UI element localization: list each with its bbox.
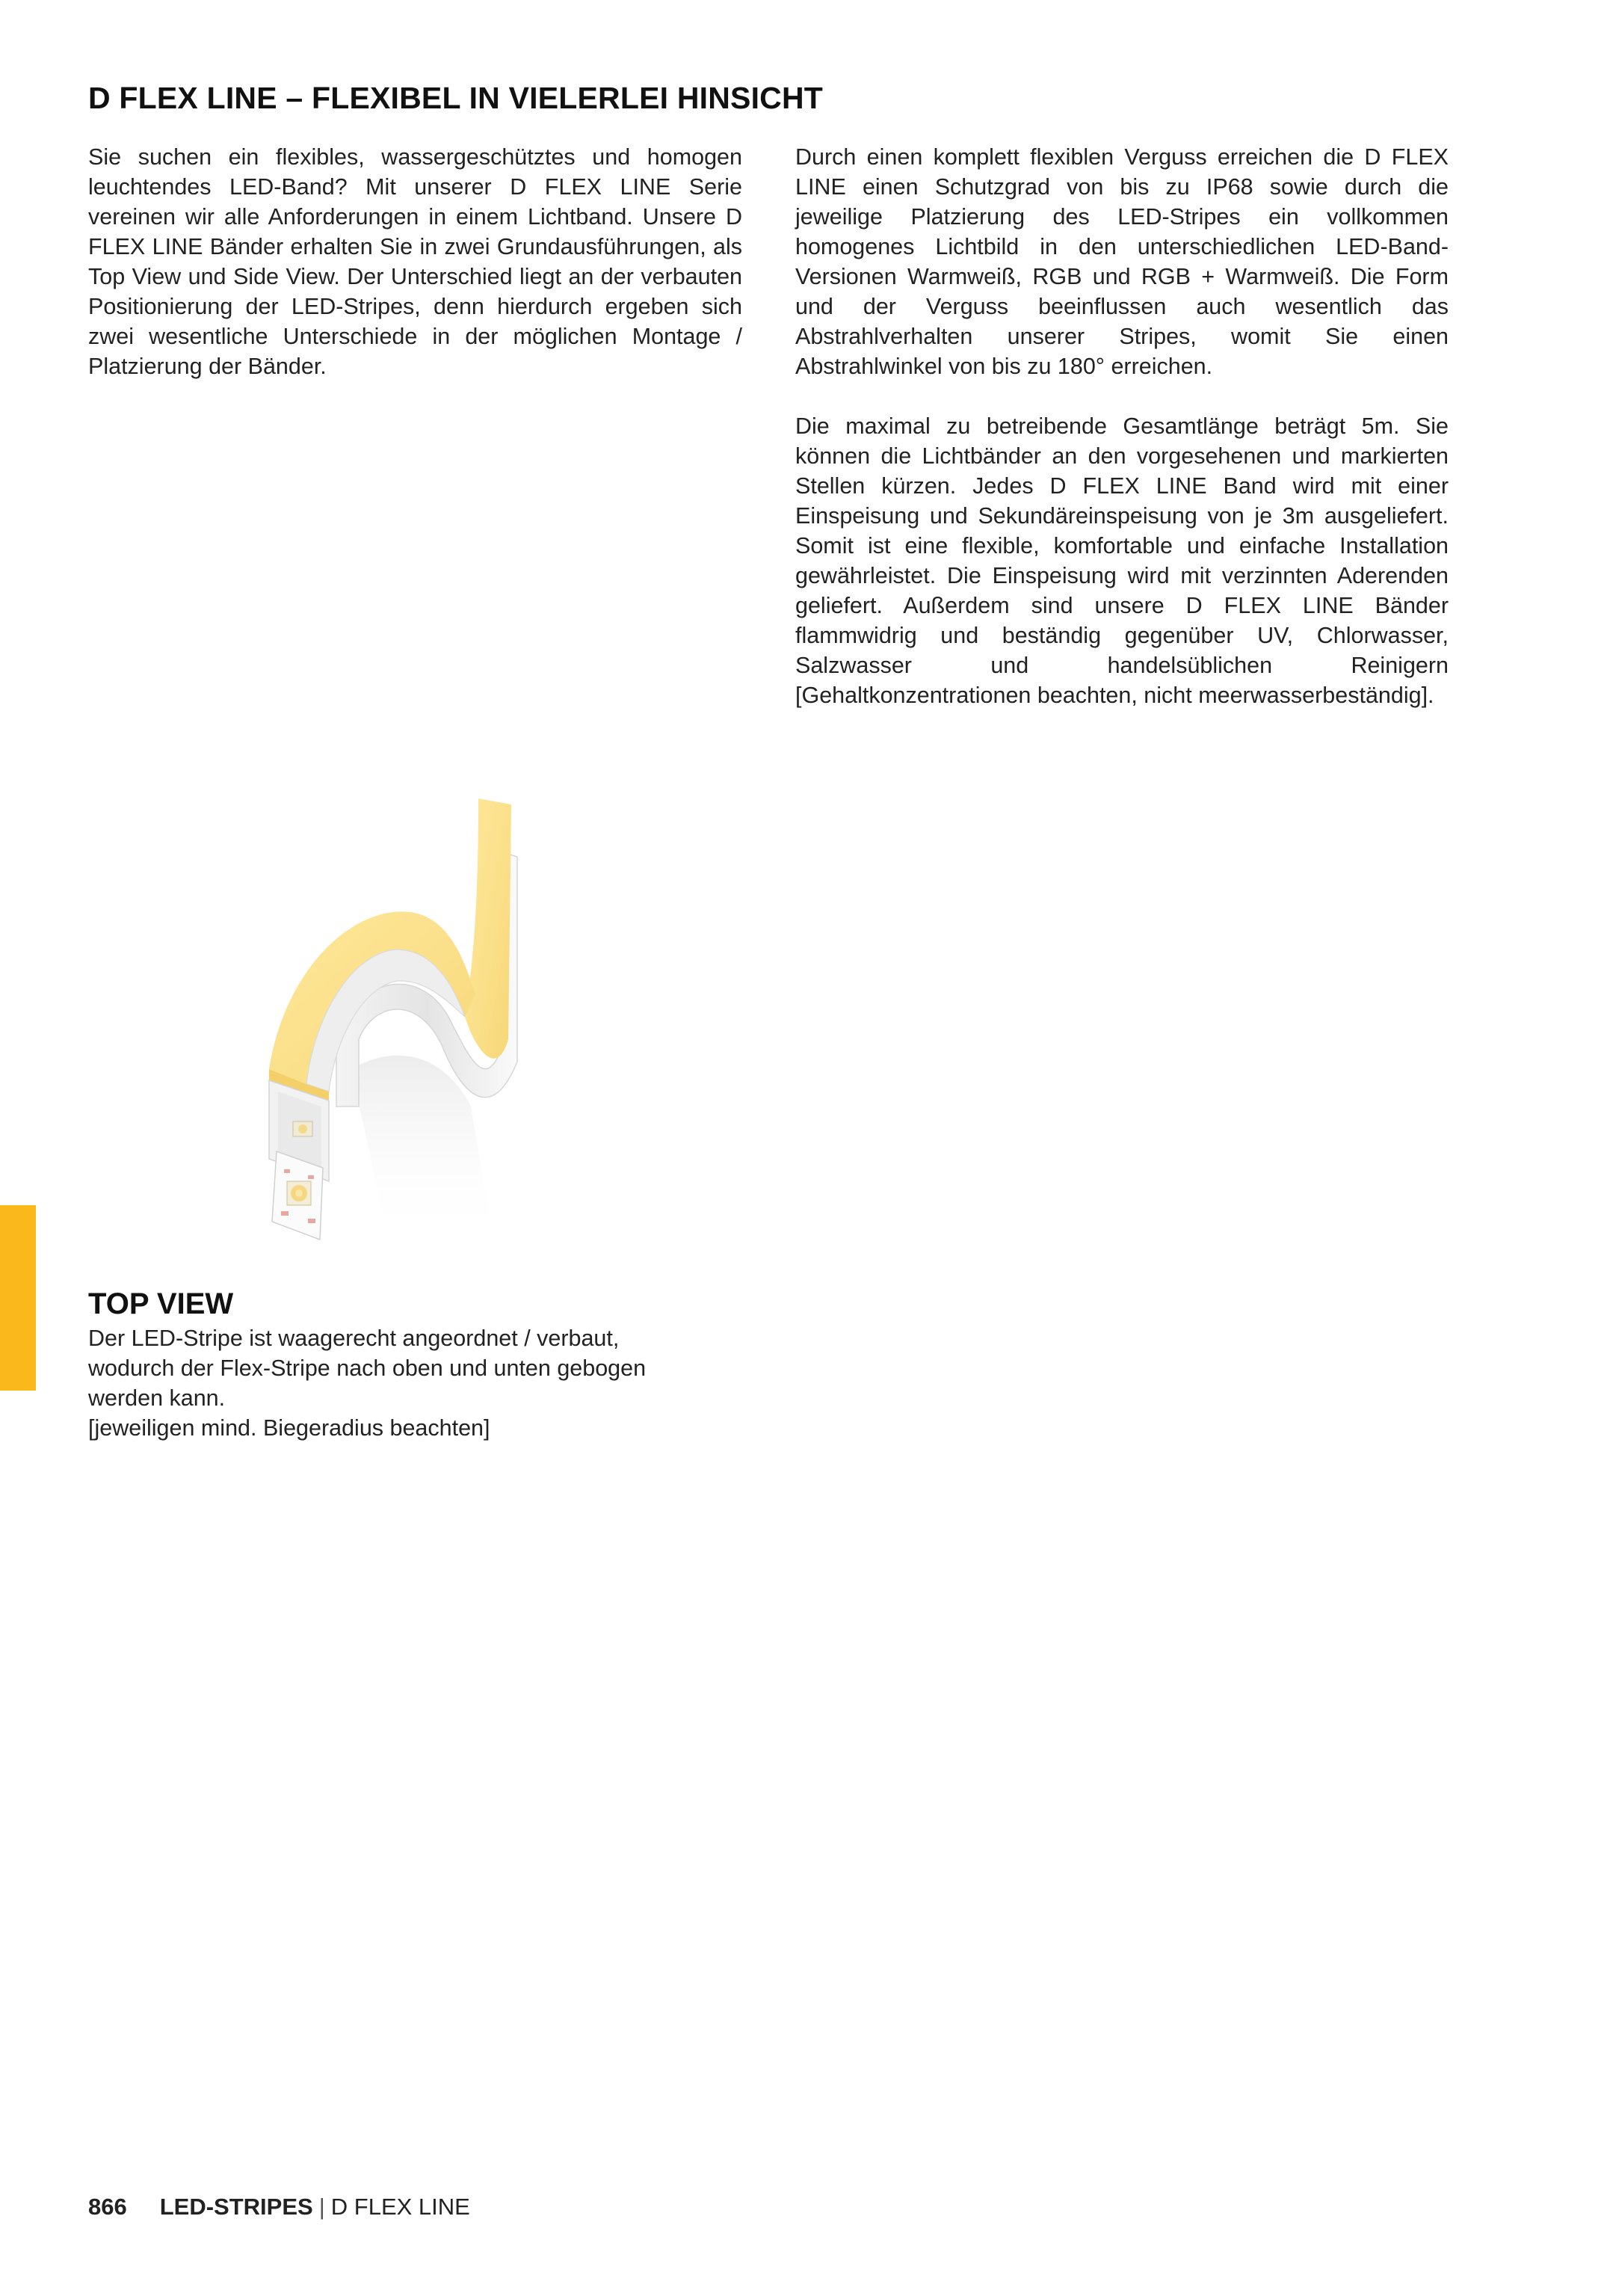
intro-paragraph: Sie suchen ein flexibles, wassergeschütztes und homogen leuchtendes LED-Band? Mit unserer D FLEX LINE Serie vereinen wir alle Anforderungen in einem Lichtband. Unsere D FLEX LINE Bänder erhalten Sie in zwei Grundausführungen, als Top View und Side View. Der Unterschied liegt an der verbauten Positionierung der LED-Stripes, denn hierdurch ergeben sich zwei wesentliche Unterschiede in der möglichen Montage / Platzierung der Bänder. [88,144,742,379]
page-title: D FLEX LINE – FLEXIBEL IN VIELERLEI HINSICHT [88,81,824,115]
intro-left-column [88,142,742,381]
top-view-line: Der LED-Stripe ist waagerecht angeordnet / verbaut, [88,1326,620,1351]
intro-right-column [795,142,1449,710]
top-view-line: [jeweiligen mind. Biegeradius beachten] [88,1415,490,1441]
footer-category: LED-STRIPES [159,2194,313,2220]
intro-paragraph: Die maximal zu betreibende Gesamtlänge beträgt 5m. Sie können die Lichtbänder an den vorgesehenen und markierten Stellen kürzen. Jedes D FLEX LINE Band wird mit einer Einspeisung und Sekundäreinspeisung von je 3m ausgeliefert. Somit ist eine flexible, komfortable und einfache Installation gewährleistet. Die Einspeisung wird mit verzinnten Aderenden geliefert. Außerdem sind unsere D FLEX LINE Bänder flammwidrig und beständig gegenüber UV, Chlorwasser, Salzwasser und handelsüblichen Reinigern [Gehaltkonzentrationen beachten, nicht meerwasserbeständig]. [795,413,1449,708]
top-view-line: wodurch der Flex-Stripe nach oben und unten gebogen [88,1355,647,1381]
page-footer [88,2194,470,2220]
chapter-tab [0,1205,36,1391]
intro-paragraph: Durch einen komplett flexiblen Verguss erreichen die D FLEX LINE einen Schutzgrad von bis zu IP68 sowie durch die jeweilige Platzierung des LED-Stripes ein vollkommen homogenes Lichtbild in den unterschiedlichen LED-Band-Versionen Warmweiß, RGB und RGB + Warmweiß. Die Form und der Verguss beeinflussen auch wesentlich das Abstrahlverhalten unserer Stripes, womit Sie einen Abstrahlwinkel von bis zu 180° erreichen. [795,144,1449,379]
led-strip-product-image [224,792,583,1256]
footer-series: D FLEX LINE [330,2194,470,2220]
top-view-line: werden kann. [88,1385,226,1411]
page-number: 866 [88,2194,127,2220]
top-view-description [88,1323,746,1443]
top-view-heading: TOP VIEW [88,1287,234,1320]
footer-separator: | [318,2194,325,2220]
